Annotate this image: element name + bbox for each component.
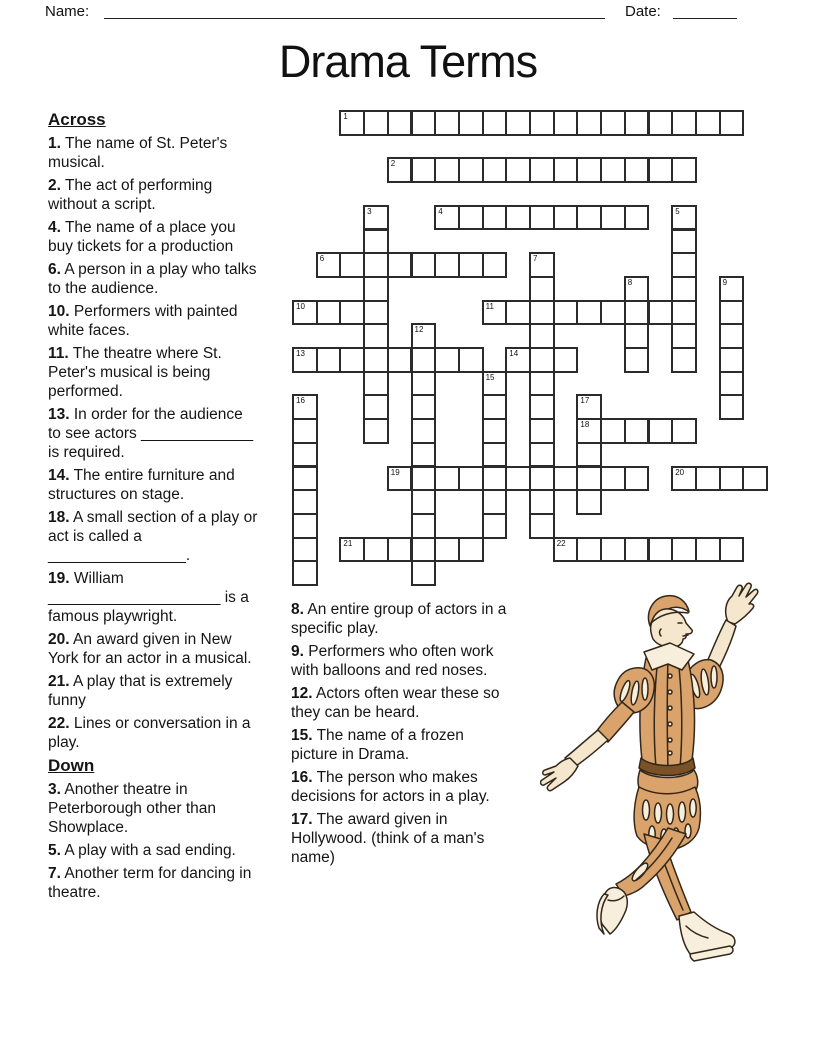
grid-cell-r0c2[interactable]	[339, 110, 365, 136]
clue-down-9	[291, 642, 507, 680]
grid-cell-r15c19[interactable]	[742, 466, 768, 492]
grid-cell-r17c0[interactable]	[292, 513, 318, 539]
grid-cell-r5c16[interactable]	[671, 229, 697, 255]
name-input-line[interactable]	[104, 0, 605, 19]
grid-cell-r15c7[interactable]	[458, 466, 484, 492]
grid-cell-r13c8[interactable]	[482, 418, 508, 444]
grid-cell-r14c10[interactable]	[529, 442, 555, 468]
grid-cell-r0c12[interactable]	[576, 110, 602, 136]
clue-text: William ____________________ is a famous playwright.	[48, 570, 249, 625]
grid-cell-r19c5[interactable]	[411, 560, 437, 586]
grid-cell-r6c6[interactable]	[434, 252, 460, 278]
clue-text: The name of St. Peter's musical.	[48, 135, 228, 171]
clue-text: The name of a place you buy tickets for a production	[48, 219, 236, 255]
grid-cell-r7c3[interactable]	[363, 276, 389, 302]
elizabethan-dancer-illustration	[540, 582, 776, 972]
grid-cell-number: 7	[533, 254, 538, 264]
grid-cell-number: 6	[319, 254, 325, 264]
across-heading: Across	[48, 110, 106, 129]
grid-cell-r15c0[interactable]	[292, 466, 318, 492]
clue-across-4	[48, 218, 259, 256]
clue-across-21	[48, 672, 259, 710]
clue-down-17	[291, 810, 507, 867]
clue-text: Another theatre in Peterborough other than Showplace.	[48, 781, 217, 836]
grid-cell-r15c17[interactable]	[695, 466, 721, 492]
grid-cell-r14c0[interactable]	[292, 442, 318, 468]
clue-text: The entire furniture and structures on stage.	[48, 467, 235, 503]
grid-cell-number: 4	[438, 206, 443, 216]
grid-cell-r13c13[interactable]	[600, 418, 626, 444]
clue-number: 4.	[48, 219, 61, 236]
grid-cell-r13c14[interactable]	[624, 418, 650, 444]
grid-cell-r0c18[interactable]	[719, 110, 745, 136]
grid-cell-r2c16[interactable]	[671, 157, 697, 183]
clue-across-11	[48, 344, 259, 401]
grid-cell-r8c0[interactable]	[292, 300, 318, 326]
grid-cell-r8c13[interactable]	[600, 300, 626, 326]
grid-cell-r8c1[interactable]	[316, 300, 342, 326]
clue-number: 12.	[291, 685, 313, 702]
grid-cell-number: 14	[509, 349, 519, 358]
grid-cell-r8c18[interactable]	[719, 300, 745, 326]
grid-cell-r6c8[interactable]	[482, 252, 508, 278]
grid-cell-r15c5[interactable]	[411, 466, 437, 492]
grid-cell-r7c14[interactable]	[624, 276, 650, 302]
clue-text: A play with a sad ending.	[64, 842, 236, 859]
grid-cell-r8c12[interactable]	[576, 300, 602, 326]
grid-cell-r2c12[interactable]	[576, 157, 602, 183]
clues-left-column	[48, 110, 259, 906]
grid-cell-r0c9[interactable]	[505, 110, 531, 136]
grid-cell-r4c8[interactable]	[482, 205, 508, 231]
grid-cell-r4c3[interactable]	[363, 205, 389, 231]
grid-cell-r15c16[interactable]	[671, 466, 697, 492]
grid-cell-r13c16[interactable]	[671, 418, 697, 444]
grid-cell-r15c6[interactable]	[434, 466, 460, 492]
grid-cell-r12c3[interactable]	[363, 394, 389, 420]
grid-cell-r6c7[interactable]	[458, 252, 484, 278]
grid-cell-number: 9	[722, 277, 728, 287]
grid-cell-r4c6[interactable]	[434, 205, 460, 231]
grid-cell-r11c18[interactable]	[719, 371, 745, 397]
clue-number: 22.	[48, 715, 70, 732]
clue-number: 9.	[291, 643, 304, 660]
grid-cell-r0c16[interactable]	[671, 110, 697, 136]
clue-number: 14.	[48, 467, 70, 484]
grid-cell-r0c3[interactable]	[363, 110, 389, 136]
clue-number: 6.	[48, 261, 61, 278]
grid-cell-r18c17[interactable]	[695, 537, 721, 563]
clue-text: Performers who often work with balloons and red noses.	[291, 643, 494, 679]
grid-cell-r10c18[interactable]	[719, 347, 745, 373]
grid-cell-r12c8[interactable]	[482, 394, 508, 420]
grid-cell-r10c16[interactable]	[671, 347, 697, 373]
grid-cell-r12c0[interactable]	[292, 394, 318, 420]
grid-cell-r18c7[interactable]	[458, 537, 484, 563]
clue-text: An entire group of actors in a specific play.	[291, 601, 507, 637]
grid-cell-r4c11[interactable]	[553, 205, 579, 231]
grid-cell-r8c16[interactable]	[671, 300, 697, 326]
grid-cell-r0c5[interactable]	[411, 110, 437, 136]
grid-cell-r17c10[interactable]	[529, 513, 555, 539]
clue-across-1	[48, 134, 259, 172]
grid-cell-r15c13[interactable]	[600, 466, 626, 492]
grid-cell-number: 19	[390, 467, 400, 477]
grid-cell-r9c3[interactable]	[363, 323, 389, 349]
grid-cell-r15c11[interactable]	[553, 466, 579, 492]
grid-cell-r18c2[interactable]	[339, 537, 365, 563]
grid-cell-r8c2[interactable]	[339, 300, 365, 326]
grid-cell-r6c3[interactable]	[363, 252, 389, 278]
grid-cell-r10c4[interactable]	[387, 347, 413, 373]
grid-cell-r0c14[interactable]	[624, 110, 650, 136]
clue-across-20	[48, 630, 259, 668]
grid-cell-r13c3[interactable]	[363, 418, 389, 444]
grid-cell-r10c14[interactable]	[624, 347, 650, 373]
grid-cell-number: 17	[580, 396, 590, 406]
clue-across-19	[48, 569, 259, 626]
grid-cell-r9c14[interactable]	[624, 323, 650, 349]
grid-cell-r0c17[interactable]	[695, 110, 721, 136]
clue-across-13	[48, 405, 259, 462]
dancer-left-hand	[541, 758, 578, 791]
grid-cell-r12c5[interactable]	[411, 394, 437, 420]
grid-cell-number: 16	[296, 396, 305, 406]
grid-cell-r0c13[interactable]	[600, 110, 626, 136]
grid-cell-r9c10[interactable]	[529, 323, 555, 349]
clue-across-10	[48, 302, 259, 340]
clue-number: 16.	[291, 769, 313, 786]
clue-text: The theatre where St. Peter's musical is being performed.	[48, 345, 222, 400]
grid-cell-r12c18[interactable]	[719, 394, 745, 420]
dancer-face	[651, 609, 693, 647]
grid-cell-r8c14[interactable]	[624, 300, 650, 326]
grid-cell-r9c5[interactable]	[411, 323, 437, 349]
grid-cell-r18c6[interactable]	[434, 537, 460, 563]
grid-cell-r18c11[interactable]	[553, 537, 579, 563]
clue-text: The act of performing without a script.	[48, 177, 213, 213]
grid-cell-r14c5[interactable]	[411, 442, 437, 468]
grid-cell-r2c13[interactable]	[600, 157, 626, 183]
grid-cell-r18c18[interactable]	[719, 537, 745, 563]
grid-cell-r14c12[interactable]	[576, 442, 602, 468]
grid-cell-r11c10[interactable]	[529, 371, 555, 397]
grid-cell-r18c16[interactable]	[671, 537, 697, 563]
grid-cell-r4c16[interactable]	[671, 205, 697, 231]
grid-cell-number: 2	[390, 159, 396, 169]
clue-down-12	[291, 684, 507, 722]
clue-down-8	[291, 600, 507, 638]
grid-cell-r18c0[interactable]	[292, 537, 318, 563]
grid-cell-number: 22	[556, 538, 566, 548]
grid-cell-r10c2[interactable]	[339, 347, 365, 373]
grid-cell-r2c9[interactable]	[505, 157, 531, 183]
grid-cell-r7c18[interactable]	[719, 276, 745, 302]
grid-cell-number: 10	[296, 301, 305, 311]
grid-cell-r18c14[interactable]	[624, 537, 650, 563]
clue-number: 19.	[48, 570, 70, 587]
grid-cell-r10c7[interactable]	[458, 347, 484, 373]
grid-cell-r8c10[interactable]	[529, 300, 555, 326]
grid-cell-r2c7[interactable]	[458, 157, 484, 183]
grid-cell-r9c16[interactable]	[671, 323, 697, 349]
grid-cell-r18c12[interactable]	[576, 537, 602, 563]
clue-number: 2.	[48, 177, 61, 194]
grid-cell-r0c7[interactable]	[458, 110, 484, 136]
clue-across-22	[48, 714, 259, 752]
grid-cell-r0c15[interactable]	[648, 110, 674, 136]
grid-cell-r4c10[interactable]	[529, 205, 555, 231]
grid-cell-r12c10[interactable]	[529, 394, 555, 420]
clues-middle-column	[291, 600, 507, 871]
grid-cell-r4c9[interactable]	[505, 205, 531, 231]
clue-text: The award given in Hollywood. (think of a man's name)	[291, 811, 485, 866]
grid-cell-r13c5[interactable]	[411, 418, 437, 444]
grid-cell-number: 8	[627, 277, 633, 287]
grid-cell-number: 1	[343, 112, 348, 121]
grid-cell-r2c11[interactable]	[553, 157, 579, 183]
grid-cell-r10c0[interactable]	[292, 347, 318, 373]
grid-cell-r16c8[interactable]	[482, 489, 508, 515]
clue-across-2	[48, 176, 259, 214]
clue-number: 15.	[291, 727, 313, 744]
clue-number: 3.	[48, 781, 61, 798]
grid-cell-r0c8[interactable]	[482, 110, 508, 136]
grid-cell-r4c12[interactable]	[576, 205, 602, 231]
grid-cell-r10c6[interactable]	[434, 347, 460, 373]
grid-cell-number: 21	[343, 538, 353, 548]
clue-number: 7.	[48, 865, 61, 882]
grid-cell-r0c6[interactable]	[434, 110, 460, 136]
grid-cell-r11c3[interactable]	[363, 371, 389, 397]
grid-cell-r17c5[interactable]	[411, 513, 437, 539]
clue-down-7	[48, 864, 259, 902]
name-date-row	[0, 2, 816, 24]
grid-cell-r10c11[interactable]	[553, 347, 579, 373]
clue-text: The person who makes decisions for actors in a play.	[291, 769, 490, 805]
clue-text: A small section of a play or act is called a ________________.	[48, 509, 258, 564]
grid-cell-r10c10[interactable]	[529, 347, 555, 373]
grid-cell-r6c10[interactable]	[529, 252, 555, 278]
grid-cell-r13c15[interactable]	[648, 418, 674, 444]
grid-cell-r4c7[interactable]	[458, 205, 484, 231]
grid-cell-number: 18	[580, 420, 590, 430]
grid-cell-number: 5	[675, 206, 680, 216]
grid-cell-r8c3[interactable]	[363, 300, 389, 326]
grid-cell-r2c4[interactable]	[387, 157, 413, 183]
dancer-raised-hand	[726, 583, 758, 624]
grid-cell-r15c14[interactable]	[624, 466, 650, 492]
clue-number: 20.	[48, 631, 70, 648]
grid-cell-r11c8[interactable]	[482, 371, 508, 397]
clue-text: A person in a play who talks to the audience.	[48, 261, 257, 297]
clue-number: 5.	[48, 842, 61, 859]
grid-cell-r10c3[interactable]	[363, 347, 389, 373]
grid-cell-number: 20	[675, 467, 685, 477]
clue-down-16	[291, 768, 507, 806]
grid-cell-r15c18[interactable]	[719, 466, 745, 492]
grid-cell-number: 12	[414, 325, 424, 335]
clue-down-3	[48, 780, 259, 837]
clue-number: 10.	[48, 303, 70, 320]
grid-cell-r18c5[interactable]	[411, 537, 437, 563]
clue-text: An award given in New York for an actor in a musical.	[48, 631, 252, 667]
clue-text: A play that is extremely funny	[48, 673, 233, 709]
grid-cell-r19c0[interactable]	[292, 560, 318, 586]
grid-cell-r10c9[interactable]	[505, 347, 531, 373]
grid-cell-r4c14[interactable]	[624, 205, 650, 231]
grid-cell-r2c15[interactable]	[648, 157, 674, 183]
clue-number: 17.	[291, 811, 313, 828]
grid-cell-r9c18[interactable]	[719, 323, 745, 349]
grid-cell-r0c10[interactable]	[529, 110, 555, 136]
grid-cell-r17c8[interactable]	[482, 513, 508, 539]
grid-cell-r13c0[interactable]	[292, 418, 318, 444]
date-input-line[interactable]	[673, 0, 737, 19]
grid-cell-r7c16[interactable]	[671, 276, 697, 302]
grid-cell-r16c12[interactable]	[576, 489, 602, 515]
grid-cell-r13c12[interactable]	[576, 418, 602, 444]
grid-cell-r18c4[interactable]	[387, 537, 413, 563]
grid-cell-number: 3	[367, 206, 372, 216]
clue-text: The name of a frozen picture in Drama.	[291, 727, 464, 763]
clue-across-18	[48, 508, 259, 565]
grid-cell-r8c9[interactable]	[505, 300, 531, 326]
grid-cell-number: 15	[485, 372, 495, 382]
grid-cell-r18c15[interactable]	[648, 537, 674, 563]
date-label: Date:	[625, 3, 661, 20]
grid-cell-number: 11	[485, 301, 494, 311]
grid-cell-r12c12[interactable]	[576, 394, 602, 420]
clue-text: Performers with painted white faces.	[48, 303, 238, 339]
clue-down-15	[291, 726, 507, 764]
grid-cell-r15c8[interactable]	[482, 466, 508, 492]
clue-text: In order for the audience to see actors _____________ is required.	[48, 406, 254, 461]
grid-cell-r2c5[interactable]	[411, 157, 437, 183]
page-title: Drama Terms	[278, 36, 538, 87]
clue-number: 1.	[48, 135, 61, 152]
down-heading: Down	[48, 756, 95, 775]
grid-cell-r8c8[interactable]	[482, 300, 508, 326]
clue-down-5	[48, 841, 259, 860]
grid-cell-r6c2[interactable]	[339, 252, 365, 278]
grid-cell-r6c4[interactable]	[387, 252, 413, 278]
clue-number: 21.	[48, 673, 70, 690]
grid-cell-r14c8[interactable]	[482, 442, 508, 468]
grid-cell-r5c3[interactable]	[363, 229, 389, 255]
grid-cell-r6c1[interactable]	[316, 252, 342, 278]
grid-cell-r16c0[interactable]	[292, 489, 318, 515]
clue-text: Another term for dancing in theatre.	[48, 865, 252, 901]
grid-cell-r10c5[interactable]	[411, 347, 437, 373]
grid-cell-r8c15[interactable]	[648, 300, 674, 326]
clue-number: 13.	[48, 406, 70, 423]
clue-number: 18.	[48, 509, 70, 526]
grid-cell-r18c3[interactable]	[363, 537, 389, 563]
clue-number: 8.	[291, 601, 304, 618]
grid-cell-r4c13[interactable]	[600, 205, 626, 231]
grid-cell-r16c10[interactable]	[529, 489, 555, 515]
grid-cell-r8c11[interactable]	[553, 300, 579, 326]
grid-cell-r13c10[interactable]	[529, 418, 555, 444]
grid-cell-r2c6[interactable]	[434, 157, 460, 183]
name-label: Name:	[45, 3, 90, 20]
grid-cell-r2c8[interactable]	[482, 157, 508, 183]
grid-cell-r6c16[interactable]	[671, 252, 697, 278]
grid-cell-number: 13	[296, 349, 305, 358]
grid-cell-r15c9[interactable]	[505, 466, 531, 492]
grid-cell-r0c11[interactable]	[553, 110, 579, 136]
grid-cell-r2c14[interactable]	[624, 157, 650, 183]
grid-cell-r15c10[interactable]	[529, 466, 555, 492]
grid-cell-r15c4[interactable]	[387, 466, 413, 492]
clue-across-14	[48, 466, 259, 504]
clue-across-6	[48, 260, 259, 298]
grid-cell-r18c13[interactable]	[600, 537, 626, 563]
clue-text: Actors often wear these so they can be heard.	[291, 685, 500, 721]
grid-cell-r0c4[interactable]	[387, 110, 413, 136]
clue-text: Lines or conversation in a play.	[48, 715, 251, 751]
grid-cell-r15c12[interactable]	[576, 466, 602, 492]
grid-cell-r10c1[interactable]	[316, 347, 342, 373]
grid-cell-r11c5[interactable]	[411, 371, 437, 397]
grid-cell-r6c5[interactable]	[411, 252, 437, 278]
grid-cell-r2c10[interactable]	[529, 157, 555, 183]
clue-number: 11.	[48, 345, 69, 362]
grid-cell-r7c10[interactable]	[529, 276, 555, 302]
grid-cell-r16c5[interactable]	[411, 489, 437, 515]
